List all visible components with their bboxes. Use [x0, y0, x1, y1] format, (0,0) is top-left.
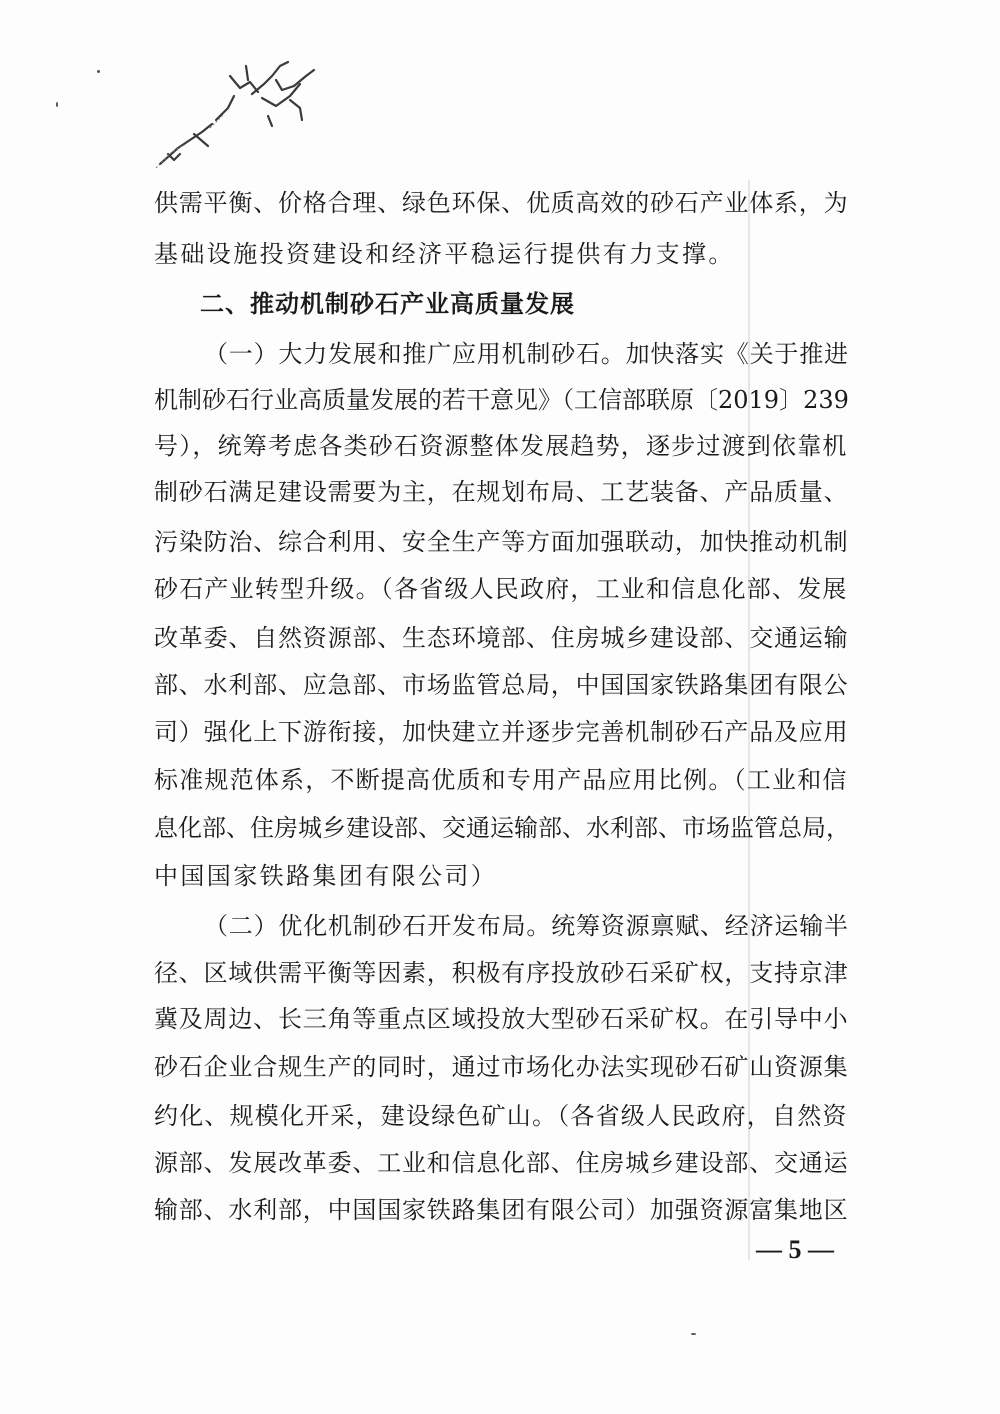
handwritten-signature [150, 36, 330, 186]
body-line: 中国国家铁路集团有限公司） [154, 862, 498, 890]
paragraph-start-line: （二）优化机制砂石开发布局。统筹资源禀赋、经济运输半 [204, 912, 849, 940]
body-line: 砂石产业转型升级。（各省级人民政府，工业和信息化部、发展 [154, 575, 848, 603]
paragraph-start-line: （一）大力发展和推广应用机制砂石。加快落实《关于推进 [204, 340, 849, 368]
body-line: 输部、水利部，中国国家铁路集团有限公司）加强资源富集地区 [154, 1196, 849, 1224]
body-line: 司）强化上下游衔接，加快建立并逐步完善机制砂石产品及应用 [154, 718, 849, 746]
section-heading: 二、推动机制砂石产业高质量发展 [200, 290, 575, 318]
body-line: 污染防治、综合利用、安全生产等方面加强联动，加快推动机制 [154, 528, 849, 556]
body-line: 基础设施投资建设和经济平稳运行提供有力支撑。 [154, 240, 735, 268]
body-line: 约化、规模化开采，建设绿色矿山。（各省级人民政府，自然资 [154, 1102, 848, 1130]
scan-speck [56, 102, 58, 107]
body-line: 源部、发展改革委、工业和信息化部、住房城乡建设部、交通运 [154, 1149, 849, 1177]
page-number: — 5 — [756, 1235, 834, 1264]
body-line: 径、区域供需平衡等因素，积极有序投放砂石采矿权，支持京津 [154, 959, 849, 987]
body-line: 砂石企业合规生产的同时，通过市场化办法实现砂石矿山资源集 [154, 1053, 849, 1081]
scan-speck [691, 1333, 696, 1335]
body-line: 制砂石满足建设需要为主，在规划布局、工艺装备、产品质量、 [154, 478, 849, 506]
scan-speck [97, 70, 100, 73]
body-line: 标准规范体系，不断提高优质和专用产品应用比例。（工业和信 [154, 766, 848, 794]
body-line: 息化部、住房城乡建设部、交通运输部、水利部、市场监管总局， [154, 814, 850, 842]
body-line: 号），统筹考虑各类砂石资源整体发展趋势，逐步过渡到依靠机 [154, 432, 848, 460]
body-line: 改革委、自然资源部、生态环境部、住房城乡建设部、交通运输 [154, 624, 849, 652]
body-line: 冀及周边、长三角等重点区域投放大型砂石采矿权。在引导中小 [154, 1005, 849, 1033]
body-line: 机制砂石行业高质量发展的若干意见》（工信部联原〔2019〕239 [154, 386, 849, 414]
body-line: 部、水利部、应急部、市场监管总局，中国国家铁路集团有限公 [154, 671, 849, 699]
body-line: 供需平衡、价格合理、绿色环保、优质高效的砂石产业体系，为 [154, 189, 849, 217]
